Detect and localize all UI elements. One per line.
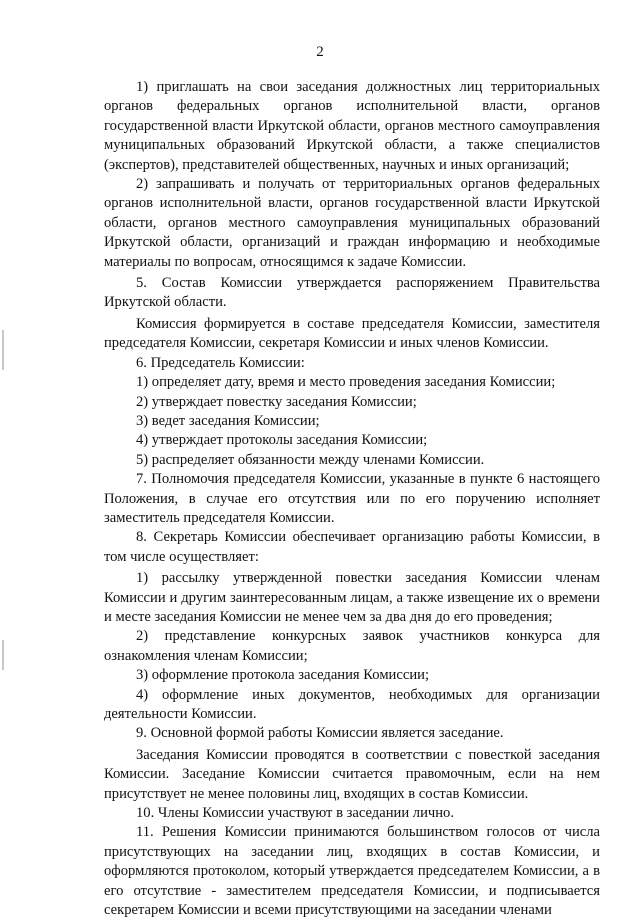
paragraph: 5) распределяет обязанности между членами Комиссии. — [136, 451, 485, 468]
paragraph: 1) рассылку утвержденной повестки заседания Комиссии членам Комиссии и другим заинтересованным лицам, а также извещение их о времени и месте заседания Комиссии не менее чем за два дня до его проведения; — [104, 570, 600, 625]
paragraph: 3) оформление протокола заседания Комиссии; — [136, 667, 429, 684]
paragraph: 9. Основной формой работы Комиссии является заседание. — [136, 725, 504, 742]
scan-edge-mark — [2, 330, 4, 370]
page-number: 2 — [316, 44, 324, 60]
paragraph: 2) представление конкурсных заявок участников конкурса для ознакомления членам Комиссии; — [104, 628, 600, 664]
paragraph: 6. Председатель Комиссии: — [136, 354, 305, 371]
paragraph: 10. Члены Комиссии участвуют в заседании лично. — [136, 805, 454, 822]
paragraph: 4) оформление иных документов, необходимых для организации деятельности Комиссии. — [104, 686, 600, 722]
paragraph: 11. Решения Комиссии принимаются большинством голосов от числа присутствующих на заседании лиц, входящих в состав Комиссии, и оформляются протоколом, который утверждается председателем Комиссии, а в его отсутствие - заместителем председателя Комиссии, и подписывается секретарем Комиссии и всеми присутствующими на заседании членами — [104, 824, 600, 919]
paragraph: 7. Полномочия председателя Комиссии, указанные в пункте 6 настоящего Положения, в случае его отсутствия или по его поручению исполняет заместитель председателя Комиссии. — [104, 471, 600, 526]
paragraph: 5. Состав Комиссии утверждается распоряжением Правительства Иркутской области. — [104, 275, 600, 311]
paragraph: 8. Секретарь Комиссии обеспечивает организацию работы Комиссии, в том числе осуществляет: — [104, 529, 600, 565]
scan-edge-mark — [2, 640, 4, 670]
paragraph: 3) ведет заседания Комиссии; — [136, 412, 320, 429]
paragraph: 4) утверждает протоколы заседания Комиссии; — [136, 432, 428, 449]
paragraph: 1) приглашать на свои заседания должностных лиц территориальных органов федеральных органов исполнительной власти, органов государственной власти Иркутской области, органов местного самоуправления муниципальных образований Иркутской области, а также специалистов (экспертов), представителей общественных, научных и иных организаций; — [104, 79, 600, 173]
paragraph: 1) определяет дату, время и место проведения заседания Комиссии; — [136, 374, 556, 391]
document-body — [104, 78, 600, 920]
paragraph: 2) запрашивать и получать от территориальных органов федеральных органов исполнительной власти, органов государственной власти Иркутской области, органов местного самоуправления муниципальных образований Иркутской области, организаций и граждан информацию и необходимые материалы по вопросам, относящимся к задаче Комиссии. — [104, 176, 600, 270]
paragraph: Комиссия формируется в составе председателя Комиссии, заместителя председателя Комиссии, секретаря Комиссии и иных членов Комиссии. — [104, 315, 600, 352]
paragraph: Заседания Комиссии проводятся в соответствии с повесткой заседания Комиссии. Заседание Комиссии считается правомочным, если на нем присутствует не менее половины лиц, входящих в состав Комиссии. — [104, 746, 600, 802]
paragraph: 2) утверждает повестку заседания Комиссии; — [136, 393, 417, 410]
